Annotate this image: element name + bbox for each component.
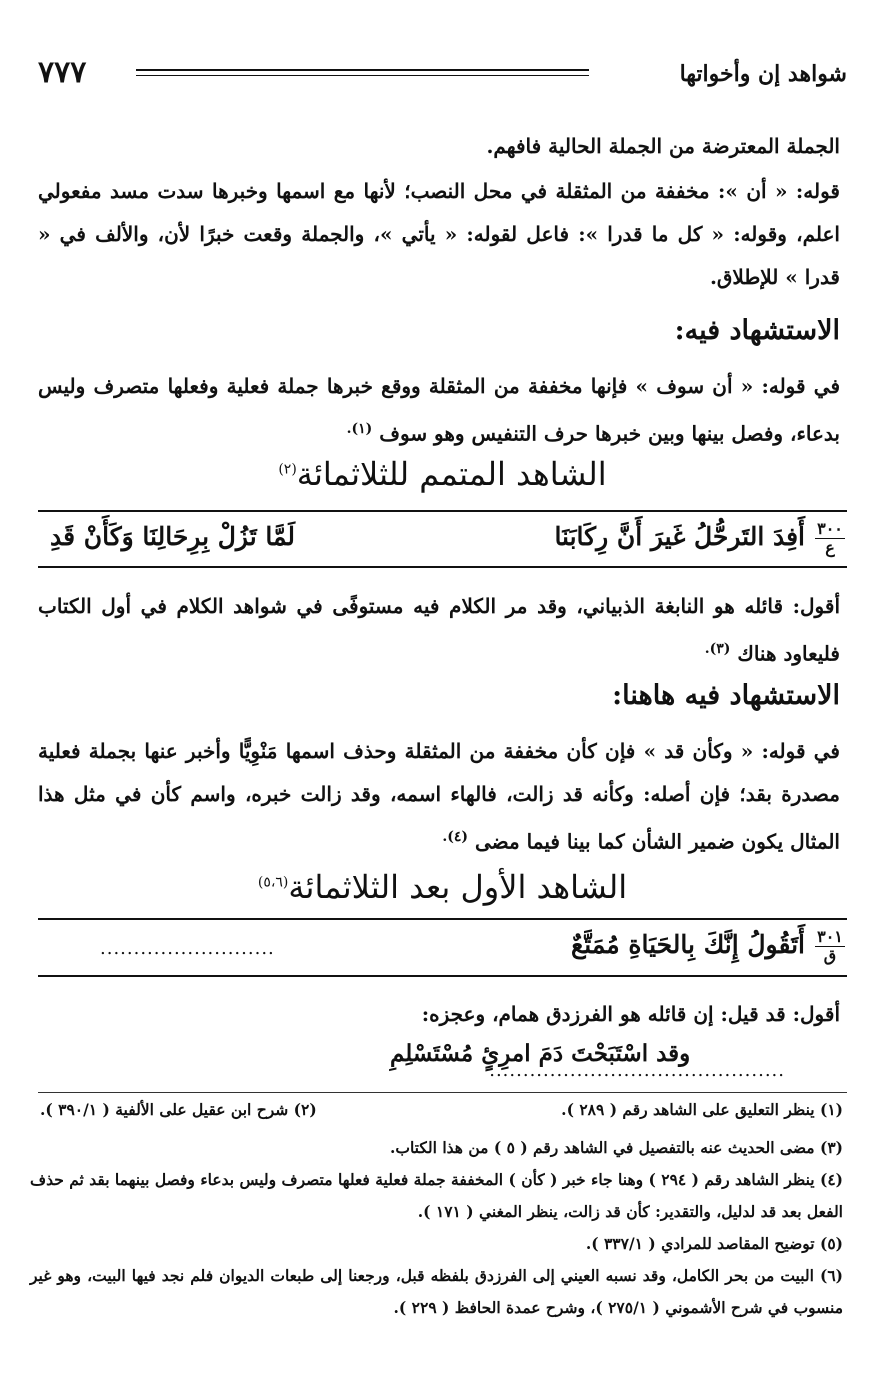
verse-301-meter: ق	[823, 946, 837, 965]
footnote-ref-2: (٢)	[278, 461, 297, 478]
paragraph-3	[38, 365, 840, 456]
verse-301-first-hemistich: أَتَقُولُ إِنَّكَ بِالحَيَاةِ مُمَتَّعٌ	[571, 930, 805, 959]
verse-301-index: ٣٠١	[815, 928, 845, 947]
verse-300-meter: ع	[825, 538, 835, 557]
running-header	[38, 55, 847, 95]
verse-300-second-hemistich: لَمَّا تَزُلْ بِرِحَالِنَا وَكَأَنْ قَدِ	[50, 522, 296, 551]
section-title-301-text: الشاهد الأول بعد الثلاثمائة	[288, 868, 628, 906]
verse-301-bottom-rule	[38, 975, 847, 977]
heading-istishhad-1: الاستشهاد فيه:	[674, 315, 840, 346]
section-title-300	[0, 455, 885, 493]
verse-301-second-hemistich: وقد اسْتَبَحْتَ دَمَ امرِئٍ مُسْتَسْلِمِ	[390, 1040, 691, 1067]
footnote-ref-1: (١).	[346, 421, 373, 437]
footnote-1: (١) ينظر التعليق على الشاهد رقم ( ٢٨٩ ).	[561, 1100, 843, 1119]
footnote-ref-4: (٤).	[442, 829, 468, 845]
footnote-ref-5-6: (٥،٦)	[257, 874, 289, 891]
verse-301-top-rule	[38, 918, 847, 920]
page-number: ٧٧٧	[38, 55, 87, 90]
footnote-5: (٥) توضيح المقاصد للمرادي ( ٣٣٧/١ ).	[585, 1234, 843, 1253]
section-title-300-text: الشاهد المتمم للثلاثمائة	[296, 455, 607, 493]
verse-301-number	[815, 928, 845, 965]
chapter-title: شواهد إن وأخواتها	[679, 61, 847, 87]
verse-301-omitted-dots: ..........................	[100, 938, 275, 959]
paragraph-2: قوله: « أن »: مخففة من المثقلة في محل النصب؛ لأنها مع اسمها وخبرها سدت مسد مفعولي اعلم، وقوله: « كل ما قدرا »: فاعل لقوله: « يأتي »، والجملة وقعت خبرًا لأن، والألف في « قدرا » للإطلاق.	[38, 179, 840, 289]
paragraph-3-text: في قوله: « أن سوف » فإنها مخففة من المثقلة ووقع خبرها جملة فعلية وفعلها متصرف وليس بدعاء، وفصل بينها وبين خبرها حرف التنفيس وهو سوف	[38, 374, 840, 446]
footnote-4: (٤) ينظر الشاهد رقم ( ٢٩٤ ) وهنا جاء خبر ( كأن ) المخففة جملة فعلية فعلها متصرف وليس بدعاء وفصل بينهما بقد ثم حذف الفعل بعد قد لدليل، والتقدير: كأن قد زالت، ينظر المغني ( ١٧١ ).	[30, 1170, 843, 1221]
paragraph-1: الجملة المعترضة من الجملة الحالية فافهم.	[486, 134, 840, 158]
footnote-2: (٢) شرح ابن عقيل على الألفية ( ٣٩٠/١ ).	[40, 1100, 317, 1119]
verse-300-index: ٣٠٠	[815, 520, 845, 539]
verse-300-top-rule	[38, 510, 847, 512]
paragraph-4-text: أقول: قائله هو النابغة الذبياني، وقد مر الكلام فيه مستوفًى في شواهد الكلام في أول الكتاب فليعاود هناك	[38, 594, 840, 666]
section-title-301	[0, 868, 885, 906]
verse-300-first-hemistich: أَفِدَ التَرحُّلُ غَيرَ أَنَّ رِكَابَنَا	[554, 522, 805, 551]
footnote-3: (٣) مضى الحديث عنه بالتفصيل في الشاهد رقم ( ٥ ) من هذا الكتاب.	[389, 1138, 843, 1157]
header-rule	[136, 69, 589, 76]
footnote-6: (٦) البيت من بحر الكامل، وقد نسبه العيني إلى الفرزدق بلفظه قبل، ورجعنا إلى طبعات الديوان فلم نجد فيها البيت، وهو غير منسوب في شرح الأشموني ( ٢٧٥/١ )، وشرح عمدة الحافظ ( ٢٢٩ ).	[30, 1266, 843, 1317]
paragraph-5-text: في قوله: « وكأن قد » فإن كأن مخففة من المثقلة وحذف اسمها مَنْوِيًّا وأخبر عنها بجملة فعلية مصدرة بقد؛ فإن أصله: وكأنه قد زالت، فالهاء اسمه، وقد زالت خبره، واسم كأن في مثل هذا المثال يكون ضمير الشأن كما بينا فيما مضى	[38, 739, 840, 854]
heading-istishhad-2: الاستشهاد فيه هاهنا:	[612, 680, 840, 711]
footnote-row-1-2	[30, 1100, 843, 1132]
footnote-separator	[38, 1092, 847, 1093]
paragraph-6: أقول: قد قيل: إن قائله هو الفرزدق همام، وعجزه:	[421, 1002, 840, 1026]
verse-300-number	[815, 520, 845, 557]
verse-300-bottom-rule	[38, 566, 847, 568]
paragraph-5	[38, 730, 840, 864]
footnote-ref-3: (٣).	[704, 641, 731, 657]
verse-301-second-dots: ............................................	[489, 1060, 785, 1081]
paragraph-4	[38, 585, 840, 676]
